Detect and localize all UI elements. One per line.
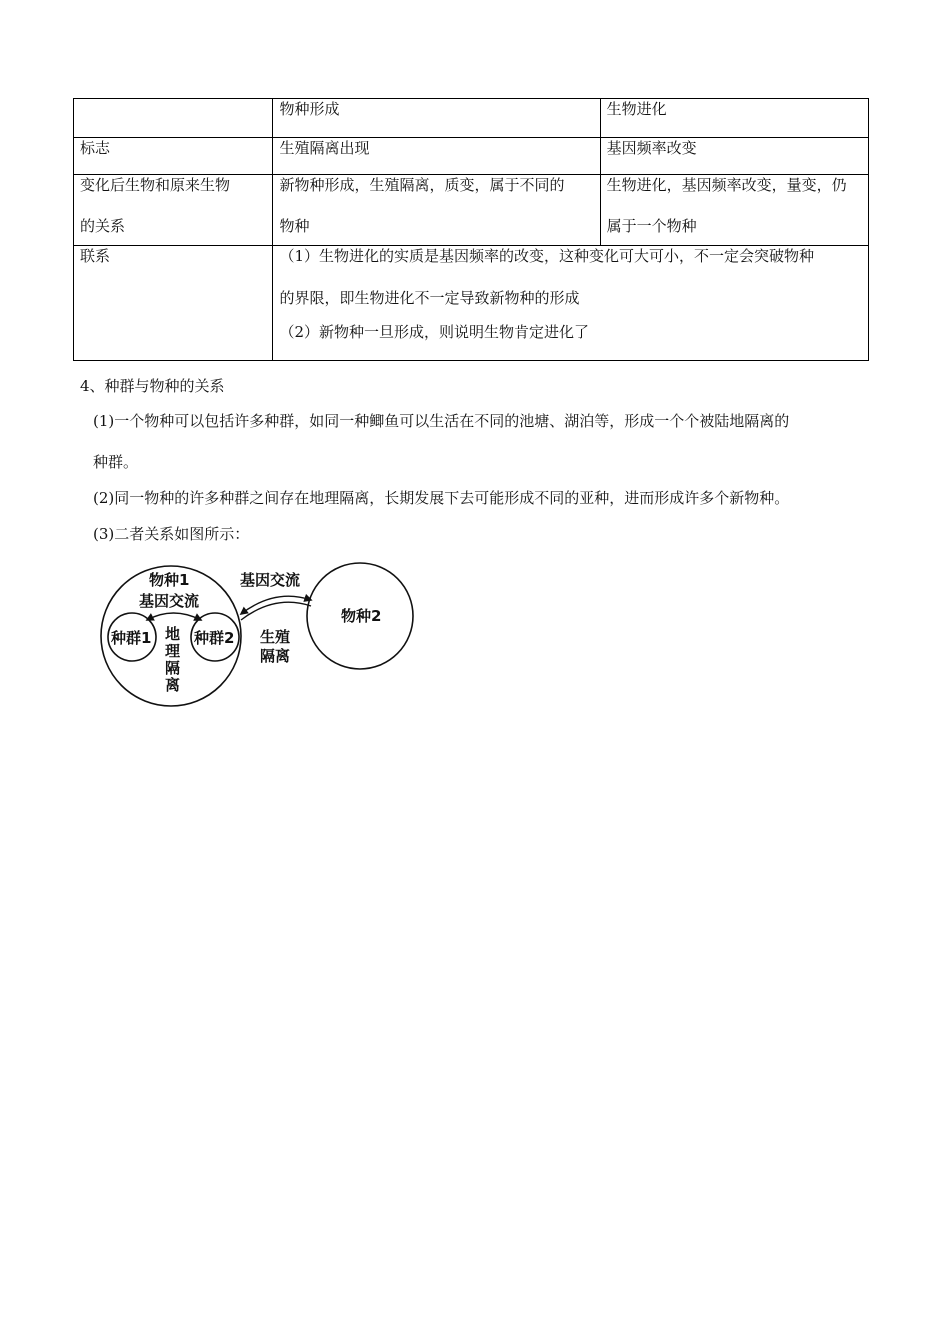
relation-label-line1: 变化后生物和原来生物 <box>80 176 231 194</box>
population2-label: 种群2 <box>194 629 235 647</box>
link-label: 联系 <box>74 246 273 361</box>
geo-isolation-char3: 隔 <box>165 659 181 677</box>
mark-evolution: 基因频率改变 <box>600 138 868 175</box>
gene-flow-outer-arrow-bottom <box>241 602 311 620</box>
mark-species-formation: 生殖隔离出现 <box>273 138 600 175</box>
repro-isolation-line2: 隔离 <box>260 647 291 665</box>
relation-evolution <box>600 175 868 246</box>
relation-col1-line2: 物种 <box>279 217 310 235</box>
gene-flow-inner-label: 基因交流 <box>139 592 200 610</box>
population1-label: 种群1 <box>111 629 152 647</box>
paragraph-1-line2: 种群。 <box>93 453 139 471</box>
relation-col2-line1: 生物进化，基因频率改变，量变，仍 <box>606 176 847 194</box>
section-heading: 4、种群与物种的关系 <box>80 377 225 395</box>
header-empty-cell <box>74 99 273 138</box>
relation-col2-line2: 属于一个物种 <box>606 217 697 235</box>
link-line1: （1）生物进化的实质是基因频率的改变，这种变化可大可小，不一定会突破物种 <box>279 247 815 265</box>
geo-isolation-char4: 离 <box>165 676 181 694</box>
paragraph-2: (2)同一物种的许多种群之间存在地理隔离，长期发展下去可能形成不同的亚种，进而形成许多个新物种。 <box>93 489 790 507</box>
relation-label-line2: 的关系 <box>80 217 126 235</box>
paragraph-3: (3)二者关系如图所示： <box>93 525 250 543</box>
link-line2: 的界限，即生物进化不一定导致新物种的形成 <box>279 289 580 307</box>
link-line3: （2）新物种一旦形成，则说明生物肯定进化了 <box>279 323 590 341</box>
table-row-relation <box>74 175 869 246</box>
repro-isolation-line1: 生殖 <box>260 628 291 646</box>
geo-isolation-char2: 理 <box>165 642 181 660</box>
gene-flow-outer-label: 基因交流 <box>240 571 301 589</box>
gene-flow-inner-arrow <box>147 613 201 620</box>
mark-label: 标志 <box>74 138 273 175</box>
table-row-mark <box>74 138 869 175</box>
gene-flow-outer-arrow-top <box>241 596 311 614</box>
species2-label: 物种2 <box>341 607 382 625</box>
table-header-row <box>74 99 869 138</box>
species-population-diagram <box>97 562 419 708</box>
relation-label <box>74 175 273 246</box>
geo-isolation-char1: 地 <box>165 625 181 643</box>
table-row-link <box>74 246 869 361</box>
species1-label: 物种1 <box>149 571 190 589</box>
link-content <box>273 246 869 361</box>
header-species-formation: 物种形成 <box>273 99 600 138</box>
comparison-table <box>73 98 869 361</box>
relation-species-formation <box>273 175 600 246</box>
relation-col1-line1: 新物种形成，生殖隔离，质变，属于不同的 <box>279 176 565 194</box>
paragraph-1-line1: (1)一个物种可以包括许多种群，如同一种鲫鱼可以生活在不同的池塘、湖泊等，形成一个个被陆地隔离的 <box>93 412 790 430</box>
header-evolution: 生物进化 <box>600 99 868 138</box>
